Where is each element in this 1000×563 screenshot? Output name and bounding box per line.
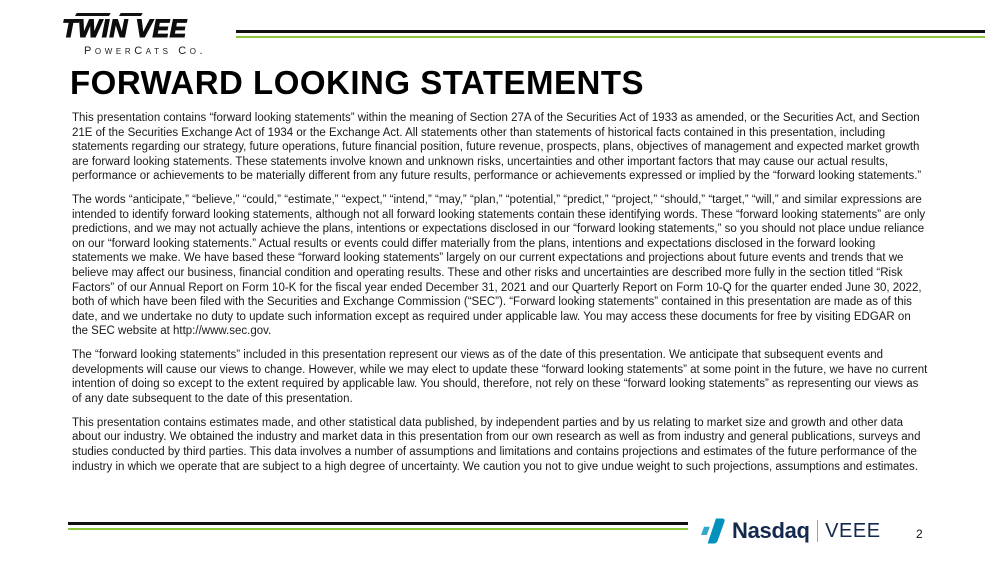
ticker-symbol: VEEE (825, 519, 881, 542)
disclaimer-body (72, 111, 929, 484)
disclaimer-paragraph-1: This presentation contains “forward looking statements” within the meaning of Section 27A of the Securities Act of 1933 as amended, or the Securities Act, and Section 21E of the Securities Exchange Act of 1934 or the Exchange Act. All statements other than statements of historical facts contained in this presentation, including statements regarding our strategy, future operations, future financial position, future revenue, prospects, plans, objectives of management and expected market growth are forward looking statements. These statements involve known and unknown risks, uncertainties and other important factors that may cause our actual results, performance or achievements to be materially different from any future results, performance or achievements expressed or implied by the “forward looking statements.” (72, 112, 922, 183)
twin-vee-logo (62, 12, 232, 57)
page-title: FORWARD LOOKING STATEMENTS (70, 64, 644, 101)
disclaimer-paragraph-3: The “forward looking statements” included in this presentation represent our views as of the date of this presentation. We anticipate that subsequent events and developments will cause our views to change. However, while we may elect to update these “forward looking statements” at some point in the future, we have no current intention of doing so except to the extent required by applicable law. You should, therefore, not rely on these “forward looking statements” as representing our views as of any date subsequent to the date of this presentation. (72, 349, 928, 405)
divider-black-line (236, 30, 985, 33)
logo-speed-dashes-icon (76, 12, 232, 17)
divider-black-line (68, 522, 688, 525)
disclaimer-paragraph-2: The words “anticipate,” “believe,” “could,” “estimate,” “expect,” “intend,” “may,” “plan,” “potential,” “predict,” “project,” “should,” “target,” “will,” and similar expressions are intended to identify forward looking statements, although not all forward looking statements contain these identifying words. These “forward looking statements” are only predictions, and we may not actually achieve the plans, intentions or expectations disclosed in our “forward looking statements,” so you should not place undue reliance on our “forward looking statements.” Actual results or events could differ materially from the plans, intentions and expectations disclosed in the forward looking statements we make. We have based these “forward looking statements” largely on our current expectations and projections about future events and trends that we believe may affect our business, financial condition and operating results. These and other risks and uncertainties are described more fully in the section titled “Risk Factors” of our Annual Report on Form 10-K for the fiscal year ended December 31, 2021 and our Quarterly Report on Form 10-Q for the quarter ended June 30, 2022, both of which have been filed with the Securities and Exchange Commission (“SEC”). “Forward looking statements” contained in this presentation are made as of this date, and we undertake no duty to update such information except as required under applicable law. You may access these documents for free by visiting EDGAR on the SEC website at http://www.sec.gov. (72, 194, 926, 338)
nasdaq-ribbon-icon (700, 518, 725, 544)
logo-subtitle: PowerCats Co. (84, 45, 207, 57)
logo-wordmark: TWIN VEE (62, 15, 187, 43)
divider-green-line (68, 528, 688, 530)
header-divider (236, 30, 985, 38)
divider-green-line (236, 36, 985, 38)
nasdaq-wordmark: Nasdaq (732, 518, 810, 543)
nasdaq-listing-logo (700, 518, 881, 544)
disclaimer-paragraph-4: This presentation contains estimates made, and other statistical data published, by independent parties and by us relating to market size and growth and other data about our industry. We obtained the industry and market data in this presentation from our own research as well as from industry and general publications, surveys and studies conducted by third parties. This data involves a number of assumptions and limitations and contains projections and estimates of the future performance of the industry in which we operate that are subject to a high degree of uncertainty. We caution you not to give undue weight to such projections, assumptions and estimates. (72, 416, 921, 473)
footer-divider (68, 522, 688, 530)
vertical-divider (817, 520, 819, 542)
page-number: 2 (916, 527, 923, 541)
